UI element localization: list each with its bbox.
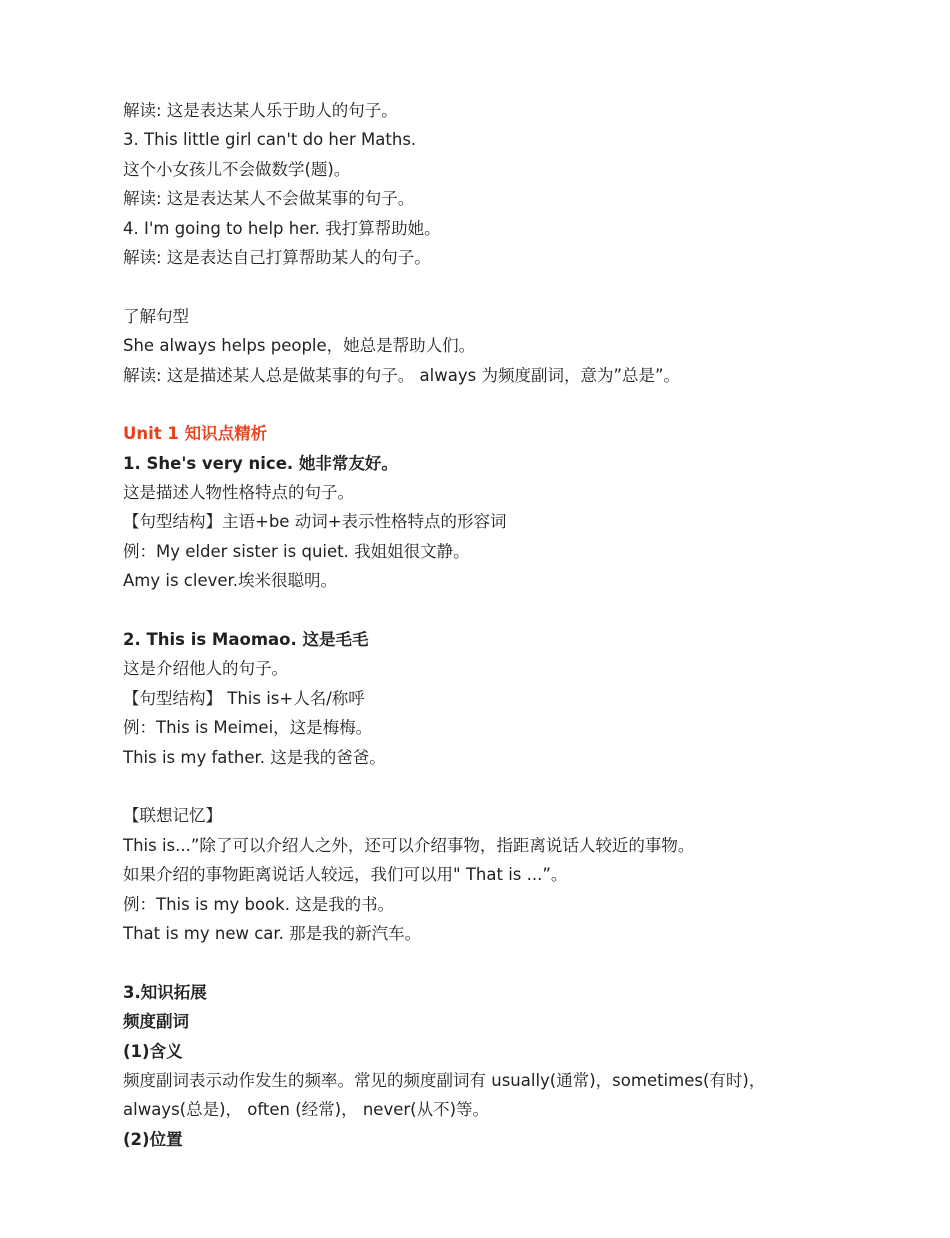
blank-line [123,772,823,801]
point-heading: 1. She's very nice. 她非常友好。 [123,453,398,473]
section-label: 【联想记忆】 [123,806,222,826]
text-line: She always helps people，她总是帮助人们。 [123,336,476,356]
text-line: 频度副词表示动作发生的频率。常见的频度副词有 usually(通常)，sometimes(有时)， [123,1070,766,1090]
subheading: 频度副词 [123,1012,189,1032]
text-line: 例：My elder sister is quiet. 我姐姐很文静。 [123,541,470,561]
text-line: 这是介绍他人的句子。 [123,659,288,679]
text-line: 这是描述人物性格特点的句子。 [123,483,354,503]
text-line: 4. I'm going to help her. 我打算帮助她。 [123,218,441,238]
text-line: 例：This is Meimei，这是梅梅。 [123,718,373,738]
subheading: (2)位置 [123,1129,183,1149]
text-line: This is...”除了可以介绍人之外，还可以介绍事物，指距离说话人较近的事物。 [123,835,695,855]
text-line: 例：This is my book. 这是我的书。 [123,894,395,914]
point-heading: 3.知识拓展 [123,982,207,1002]
text-line: 3. This little girl can't do her Maths. [123,130,417,150]
blank-line [123,272,823,301]
text-line: Amy is clever.埃米很聪明。 [123,571,338,591]
text-line: 这个小女孩儿不会做数学(题)。 [123,159,351,179]
text-line: 解读: 这是表达某人乐于助人的句子。 [123,101,398,120]
point-heading: 2. This is Maomao. 这是毛毛 [123,630,369,650]
text-line: 【句型结构】 This is+人名/称呼 [123,688,365,708]
document-body [123,96,823,1154]
text-line: 解读: 这是描述某人总是做某事的句子。 always 为频度副词，意为”总是”。 [123,365,681,385]
text-line: This is my father. 这是我的爸爸。 [123,747,386,767]
text-line: That is my new car. 那是我的新汽车。 [123,923,422,943]
section-label: 了解句型 [123,306,189,326]
text-line: 如果介绍的事物距离说话人较远，我们可以用" That is ...”。 [123,865,568,885]
blank-line [123,596,823,625]
text-line: 【句型结构】主语+be 动词+表示性格特点的形容词 [123,512,507,532]
blank-line [123,948,823,977]
text-line: always(总是)， often (经常)， never(从不)等。 [123,1100,490,1120]
unit-heading: Unit 1 知识点精析 [123,424,268,444]
subheading: (1)含义 [123,1041,183,1061]
text-line: 解读: 这是表达某人不会做某事的句子。 [123,189,415,209]
text-line: 解读: 这是表达自己打算帮助某人的句子。 [123,247,431,267]
blank-line [123,390,823,419]
